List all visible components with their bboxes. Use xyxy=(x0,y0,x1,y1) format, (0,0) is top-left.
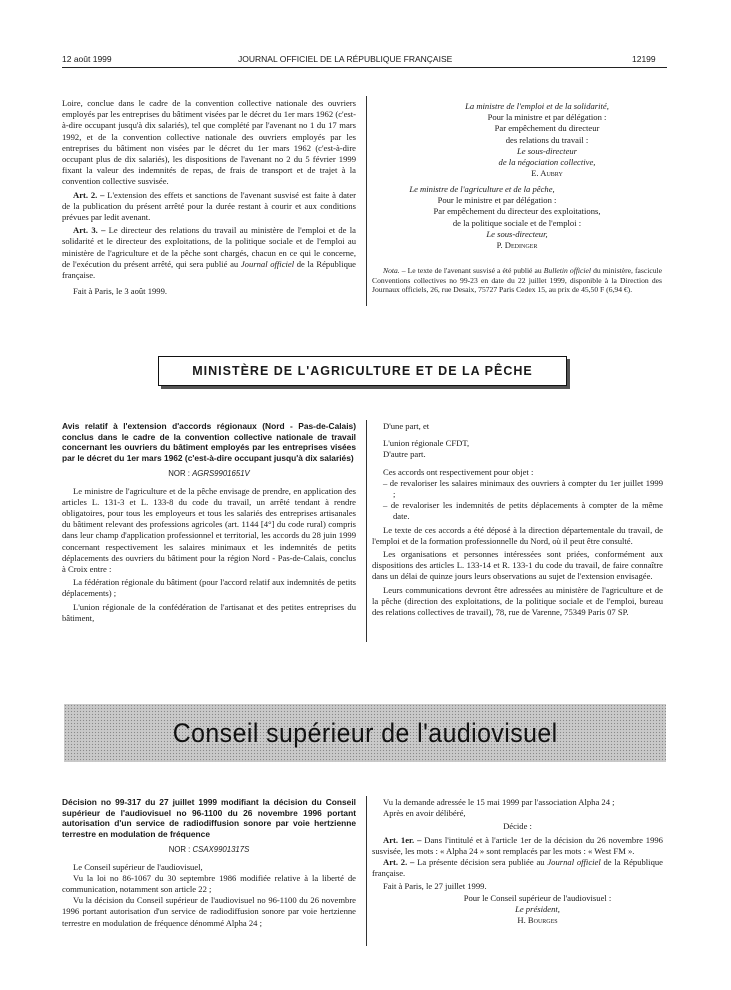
signature-1-line-5: de la négociation collective, xyxy=(498,157,596,168)
decision-nor xyxy=(62,844,356,855)
article-2 xyxy=(62,190,356,224)
avis-right-column xyxy=(372,421,663,618)
avis-paragraph-1: Le ministre de l'agriculture et de la pêche envisage de prendre, en application des articles L. 131-3 et L. 133-8 du code du travail, un arrêté tendant à rendre obligatoires, pour tous les employeurs et tous les salariés des entreprises artisanales du bâtiment relevant des professions agricoles (art. 1144 [4°] du code rural) compris dans leur champ d'application professionnel et territorial, les accords du 28 juin 1999 concernant respectivement les salaires minimaux et les indemnités de petits déplacements des ouvriers du bâtiment pour la région Nord - Pas-de-Calais, conclus à Croix entre : xyxy=(62,485,356,574)
avis-paragraph-2: La fédération régionale du bâtiment (pour l'accord relatif aux indemnités de petits déplacements) ; xyxy=(62,577,356,599)
avis-right-line-1: D'une part, et xyxy=(383,421,430,431)
avis-nor-code: AGRS9901651V xyxy=(192,469,250,479)
nota-note xyxy=(372,266,662,295)
decision-article-1 xyxy=(372,835,663,857)
article-3-journal: Journal officiel xyxy=(240,258,295,269)
avis-paragraph-3: L'union régionale de la confédération de l'artisanat et des petites entreprises du bâtiment, xyxy=(62,601,356,623)
top-left-column xyxy=(62,98,356,297)
signature-block-agriculture xyxy=(372,184,662,251)
ministry-heading-box xyxy=(158,356,567,386)
header-page-number: 12199 xyxy=(632,54,656,64)
column-divider-avis xyxy=(366,420,367,642)
decision-article-2-journal: Journal officiel xyxy=(547,857,601,868)
signature-1-line-1: Pour la ministre et par délégation : xyxy=(487,112,607,123)
avis-right-paragraph-deposit: Le texte de ces accords a été déposé à la direction départementale du travail, de l'emploi et de la formation professionnelle du Nord, où il peut être consulté. xyxy=(372,524,663,546)
decision-article-1-text: Dans l'intitulé et à l'article 1er de la décision du 26 novembre 1996 susvisée, les mots : « Alpha 24 » sont remplacés par les mots : « West FM ». xyxy=(372,834,663,856)
ministry-heading: MINISTÈRE DE L'AGRICULTURE ET DE LA PÊCHE xyxy=(192,364,533,378)
decision-article-2-label: Art. 2. – xyxy=(383,857,415,868)
decision-right-line-2: Après en avoir délibéré, xyxy=(383,808,466,819)
decision-signature-name: H. Bourges xyxy=(517,915,558,926)
article-2-text: L'extension des effets et sanctions de l'avenant susvisé est faite à dater de la publication du présent arrêté pour la durée restant à courir et aux conditions prévues par ledit avenant. xyxy=(62,189,356,223)
decision-article-2-text-a: La présente décision sera publiée au xyxy=(414,857,548,868)
signature-block-emploi xyxy=(372,101,662,179)
decision-right-column xyxy=(372,797,663,926)
article-3 xyxy=(62,225,356,281)
header-date: 12 août 1999 xyxy=(62,54,112,64)
article-3-text-b: de la République française. xyxy=(62,258,356,281)
decision-nor-label: NOR : xyxy=(168,845,193,855)
signature-2-line-2: Par empêchement du directeur des exploitations, xyxy=(433,206,601,217)
avis-right-line-4: Ces accords ont respectivement pour objet : xyxy=(383,466,534,477)
decision-decide: Décide : xyxy=(503,821,532,832)
decision-title: Décision no 99-317 du 27 juillet 1999 modifiant la décision du Conseil supérieur de l'audiovisuel no 96-1100 du 26 novembre 1996 portant autorisation d'un service de radiodiffusion sonore par voie hertzienne terrestre en modulation de fréquence xyxy=(62,797,356,839)
decision-right-line-1: Vu la demande adressée le 15 mai 1999 par l'association Alpha 24 ; xyxy=(383,797,615,807)
avis-right-line-3: D'autre part. xyxy=(383,449,426,460)
signed-place-date: Fait à Paris, le 3 août 1999. xyxy=(73,286,168,297)
decision-article-1-label: Art. 1er. – xyxy=(383,834,422,845)
nota-label: Nota. xyxy=(383,266,400,275)
signature-1-line-4: Le sous-directeur xyxy=(516,145,578,156)
signature-2-line-1: Pour le ministre et par délégation : xyxy=(437,195,557,206)
nota-text-a: – Le texte de l'avenant susvisé a été publié au xyxy=(399,266,544,275)
avis-nor-label: NOR : xyxy=(168,469,193,479)
signature-1-line-2: Par empêchement du directeur xyxy=(494,123,600,134)
avis-title: Avis relatif à l'extension d'accords régionaux (Nord - Pas-de-Calais) conclus dans le cadre de la convention collective nationale de travail concernant les ouvriers du bâtiment employés par les entreprises visées par le décret du 1er mars 1962 (c'est-à-dire occupant jusqu'à dix salariés) xyxy=(62,421,356,463)
signature-1-line-3: des relations du travail : xyxy=(505,134,589,145)
article-3-text-a: Le directeur des relations du travail au ministère de l'emploi et de la solidarité et le directeur des exploitations, de la politique sociale et de l'emploi au ministère de l'agriculture et de la pêche sont chargés, chacun en ce qui le concerne, de l'exécution du présent arrêté, qui sera publié au xyxy=(62,225,356,269)
column-divider-decision xyxy=(366,796,367,946)
signature-2-line-4: Le sous-directeur, xyxy=(486,228,548,239)
avis-object-item: – de revaloriser les indemnités de petits déplacements à compter de la même date. xyxy=(383,500,663,522)
nota-text-b: du ministère, fascicule Conventions collectives no 99-23 en date du 22 juillet 1999, disponible à la Direction des Journaux officiels, 26, rue Desaix, 75727 Paris Cedex 15, au prix de 45,50 F (6,94 €). xyxy=(372,266,662,295)
avis-nor xyxy=(62,468,356,479)
decision-signature-line-1: Pour le Conseil supérieur de l'audiovisuel : xyxy=(463,892,612,903)
article-2-label: Art. 2. – xyxy=(73,189,105,200)
avis-left-column xyxy=(62,421,356,624)
decision-paragraph-3: Vu la décision du Conseil supérieur de l'audiovisuel no 96-1100 du 26 novembre 1996 portant autorisation d'un service de radiodiffusion sonore par voie hertzienne terrestre en modulation de fréquence dénommé Alpha 24 ; xyxy=(62,895,356,928)
signature-2-minister: Le ministre de l'agriculture et de la pêche, xyxy=(409,184,555,194)
decision-left-column xyxy=(62,797,356,929)
decision-signed-place-date: Fait à Paris, le 27 juillet 1999. xyxy=(383,881,487,892)
decision-nor-code: CSAX9901317S xyxy=(192,845,250,855)
signature-2-line-3: de la politique sociale et de l'emploi : xyxy=(452,217,582,228)
decision-signature xyxy=(372,893,663,927)
signature-1-name: E. Aubry xyxy=(531,168,563,179)
avis-object-item: – de revaloriser les salaires minimaux des ouvriers à compter du 1er juillet 1999 ; xyxy=(383,477,663,500)
header-rule xyxy=(62,67,667,68)
avis-right-paragraph-address: Leurs communications devront être adressées au ministère de l'agriculture et de la pêche (direction des exploitations, de la politique sociale et de l'emploi, bureau des relations collectives de travail), 78, rue de Varenne, 75349 Paris 07 SP. xyxy=(372,584,663,618)
signature-2-name: P. Dedinger xyxy=(496,240,538,251)
decision-article-2-text-b: de la République française. xyxy=(372,857,663,879)
column-divider-top xyxy=(366,96,367,306)
csa-banner xyxy=(64,704,666,762)
avis-right-paragraph-observations: Les organisations et personnes intéressées sont priées, conformément aux dispositions des articles L. 133-14 et R. 133-1 du code du travail, de faire connaître dans un délai de quinze jours leurs observations au sujet de l'extension envisagée. xyxy=(372,549,663,582)
avis-right-line-2: L'union régionale CFDT, xyxy=(383,438,470,449)
decision-signature-line-2: Le président, xyxy=(515,903,560,914)
nota-bulletin: Bulletin officiel xyxy=(543,266,591,275)
decision-paragraph-2: Vu la loi no 86-1067 du 30 septembre 1986 modifiée relative à la liberté de communication, notamment son article 22 ; xyxy=(62,872,356,894)
signature-1-minister: La ministre de l'emploi et de la solidarité, xyxy=(465,101,609,111)
decision-paragraph-1: Le Conseil supérieur de l'audiovisuel, xyxy=(73,861,203,872)
csa-banner-title: Conseil supérieur de l'audiovisuel xyxy=(172,717,558,748)
avis-objects-list xyxy=(372,478,663,523)
header-journal-title: JOURNAL OFFICIEL DE LA RÉPUBLIQUE FRANÇAISE xyxy=(238,54,453,64)
article-3-label: Art. 3. – xyxy=(73,225,106,236)
continuation-paragraph: Loire, conclue dans le cadre de la convention collective nationale des ouvriers employés par les entreprises du bâtiment visées par le décret du 1er mars 1962 (c'est-à-dire occupant jusqu'à dix salariés), tel que complété par l'avenant no 1 du 17 mars 1992, et de la convention collective nationale des ouvriers employés par les entreprises du bâtiment non visées par le décret du 1er mars 1962 (c'est-à-dire occupant plus de dix salariés), les dispositions de l'avenant no 2 du 5 février 1999 fixant la valeur des indemnités de repas, de frais de transport et de trajet à la convention collective susvisée. xyxy=(62,98,356,187)
decision-article-2 xyxy=(372,857,663,879)
